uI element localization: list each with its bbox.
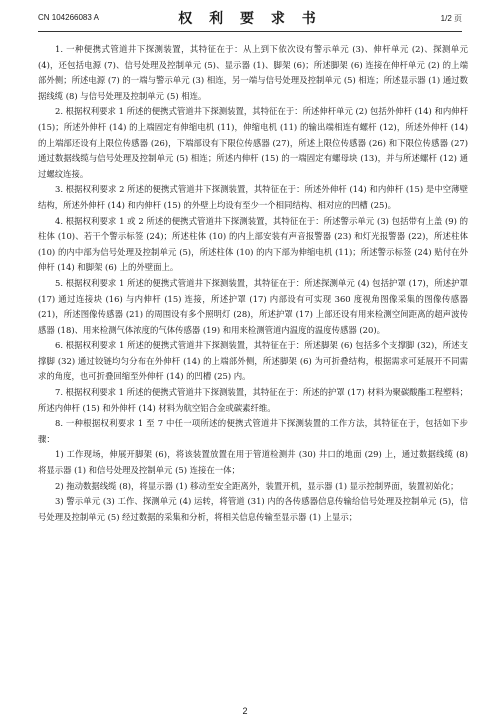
claim-4: 4. 根据权利要求 1 或 2 所述的便携式管道井下探测装置，其特征在于：所述警示单元 (3) 包括带有上盖 (9) 的柱体 (10)、若干个警示标签 (24)；所述柱体 (10) 的内上部安装有声音报警器 (23) 和灯光报警器 (22)，所述柱体 (10) 的内中部为信号处理及控制单元 (5)，所述柱体 (10) 的内下部为伸缩电机 (11)；所述警示标签 (24) 贴付在外伸杆 (14) 和脚架 (6) 上的外壁面上。 xyxy=(38,215,468,273)
method-step-2: 2) 拖动数据线缆 (8)，将显示器 (1) 移动至安全距离外，装置开机，显示器 (1) 显示控制界面，装置初始化； xyxy=(55,480,459,491)
header-divider xyxy=(38,31,462,32)
document-number: CN 104266083 A xyxy=(38,13,99,22)
page-title: 权 利 要 求 书 xyxy=(178,11,322,27)
page-indicator: 1/2 页 xyxy=(440,14,462,23)
claim-3: 3. 根据权利要求 2 所述的便携式管道井下探测装置，其特征在于：所述外伸杆 (14) 和内伸杆 (15) 是中空薄壁结构，所述外伸杆 (14) 和内伸杆 (15) 的外壁上均设有至少一个相同结构、相对应的凹槽 (25)。 xyxy=(38,184,468,210)
page-number: 2 xyxy=(242,706,248,716)
method-step-3: 3) 警示单元 (3) 工作、探测单元 (4) 运转，将管道 (31) 内的各传感器信息传输给信号处理及控制单元 (5)，信号处理及控制单元 (5) 经过数据的采集和分析，将相关信息传输至显示器 (1) 上显示； xyxy=(38,496,468,522)
method-step-1: 1) 工作现场，伸展开脚架 (6)，将该装置放置在用于管道检测井 (30) 井口的地面 (29) 上，通过数据线缆 (8) 将显示器 (1) 和信号处理及控制单元 (5) 连接在一体； xyxy=(38,449,468,476)
page-header xyxy=(38,8,462,28)
claim-2: 2. 根据权利要求 1 所述的便携式管道井下探测装置，其特征在于：所述伸杆单元 (2) 包括外伸杆 (14) 和内伸杆 (15)；所述外伸杆 (14) 的上端固定有伸缩电机 (11)，伸缩电机 (11) 的输出端相连有螺杆 (12)，所述外伸杆 (14) 的上端部还设有上限位传感器 (26)，下端部设有下限位传感器 (27)，所述上限位传感器 (26) 和下限位传感器 (27) 通过数据线缆与信号处理及控制单元 (5) 相连；所述内伸杆 (15) 的一端固定有螺母块 (13)，并与所述螺杆 (12) 通过螺纹连接。 xyxy=(38,106,468,179)
claim-1: 1. 一种便携式管道井下探测装置，其特征在于：从上到下依次设有警示单元 (3)、伸杆单元 (2)、探测单元 (4)，还包括电源 (7)、信号处理及控制单元 (5)、显示器 (1)、脚架 (6)；所述脚架 (6) 连接在伸杆单元 (2) 的上端部外侧；所述电源 (7) 的一端与警示单元 (3) 相连，另一端与信号处理及控制单元 (5) 相连；所述显示器 (1) 通过数据线缆 (8) 与信号处理及控制单元 (5) 相连。 xyxy=(38,44,468,101)
claim-5: 5. 根据权利要求 1 所述的便携式管道井下探测装置，其特征在于：所述探测单元 (4) 包括护罩 (17)，所述护罩 (17) 通过连接块 (16) 与内伸杆 (15) 连接，所述护罩 (17) 内部设有可实现 360 度视角图像采集的图像传感器 (21)，所述图像传感器 (21) 的周围设有多个照明灯 (28)，所述护罩 (17) 上部还设有用来检测空间距离的超声波传感器 (18)、用来检测气体浓度的气体传感器 (19) 和用来检测管道内温度的温度传感器 (20)。 xyxy=(38,277,468,335)
claim-6: 6. 根据权利要求 1 所述的便携式管道井下探测装置，其特征在于：所述脚架 (6) 包括多个支撑脚 (32)，所述支撑脚 (32) 通过铰链均匀分布在外伸杆 (14) 的上端部外侧，所述脚架 (6) 为可折叠结构，根据需求可延展开不同需求的角度，也可折叠回缩至外伸杆 (14) 的凹槽 (25) 内。 xyxy=(38,340,468,382)
claims-body xyxy=(38,42,468,525)
claim-7: 7. 根据权利要求 1 所述的便携式管道井下探测装置，其特征在于：所述的护罩 (17) 材料为聚碳酸酯工程塑料；所述内伸杆 (15) 和外伸杆 (14) 材料为航空铝合金或碳素纤维。 xyxy=(38,387,468,413)
claim-8: 8. 一种根据权利要求 1 至 7 中任一项所述的便携式管道井下探测装置的工作方法，其特征在于，包括如下步骤： xyxy=(38,418,468,444)
